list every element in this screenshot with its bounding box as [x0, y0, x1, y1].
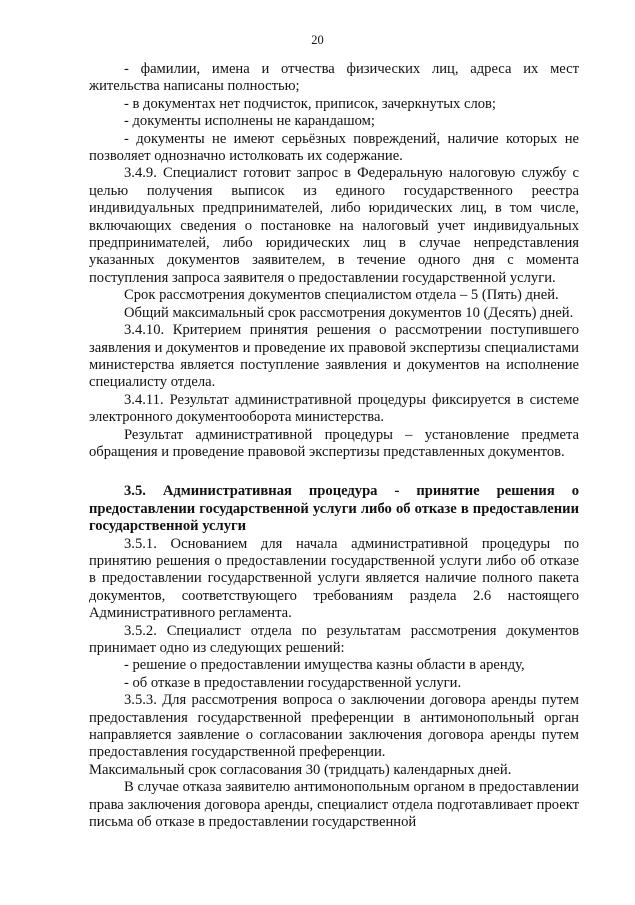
paragraph: Срок рассмотрения документов специалистом отдела – 5 (Пять) дней.	[124, 287, 559, 304]
paragraph: Максимальный срок согласования 30 (тридцать) календарных дней.	[89, 761, 512, 778]
paragraph: В случае отказа заявителю антимонопольным органом в предоставлении права заключения договора аренды, специалист отдела подготавливает проект письма об отказе в предоставлении государственной	[89, 779, 579, 831]
paragraph: 3.5.2. Специалист отдела по результатам рассмотрения документов принимает одно из следующих решений:	[89, 622, 579, 656]
paragraph: 3.5.1. Основанием для начала административной процедуры по принятию решения о предоставлении государственной услуги либо об отказе в предоставлении государственной услуги является наличие полного пакета документов, соответствующего требованиям раздела 2.6 настоящего Административного регламента.	[89, 535, 579, 622]
paragraph: 3.4.10. Критерием принятия решения о рассмотрении поступившего заявления и документов и проведение их правовой экспертизы специалистами министерства является поступление заявления и документов на исполнение специалисту отдела.	[89, 322, 579, 391]
paragraph: - фамилии, имена и отчества физических лиц, адреса их мест жительства написаны полностью;	[89, 61, 579, 95]
paragraph: - в документах нет подчисток, приписок, зачеркнутых слов;	[124, 95, 496, 112]
paragraph: Общий максимальный срок рассмотрения документов 10 (Десять) дней.	[124, 304, 574, 321]
paragraph: Результат административной процедуры – установление предмета обращения и проведение правовой экспертизы представленных документов.	[89, 426, 579, 460]
document-body	[89, 61, 579, 831]
paragraph: 3.4.11. Результат административной процедуры фиксируется в системе электронного документооборота министерства.	[89, 391, 579, 426]
paragraph: - решение о предоставлении имущества казны области в аренду,	[124, 657, 525, 674]
paragraph: - об отказе в предоставлении государственной услуги.	[124, 674, 462, 691]
page-number: 20	[311, 33, 324, 47]
paragraph: - документы исполнены не карандашом;	[124, 113, 375, 130]
paragraph: 3.5.3. Для рассмотрения вопроса о заключении договора аренды путем предоставления государственной преференции в антимонопольный орган направляется заявление о согласовании заключения договора аренды путем предоставления государственной преференции.	[89, 692, 579, 761]
paragraph: 3.4.9. Специалист готовит запрос в Федеральную налоговую службу с целью получения выписок из единого государственного реестра индивидуальных предпринимателей, либо юридических лиц, в том числе, включающих сведения о постановке на налоговый учет индивидуальных предпринимателей, либо юридических лиц в случае непредставления указанных документов заявителем, в течение одного дня с момента поступления запроса заявителя о предоставлении государственной услуги.	[89, 165, 579, 286]
paragraph: - документы не имеют серьёзных повреждений, наличие которых не позволяет однозначно истолковать их содержание.	[89, 130, 579, 165]
section-heading: 3.5. Административная процедура - принятие решения о предоставлении государственной услуги либо об отказе в предоставлении государственной услуги	[89, 483, 579, 535]
